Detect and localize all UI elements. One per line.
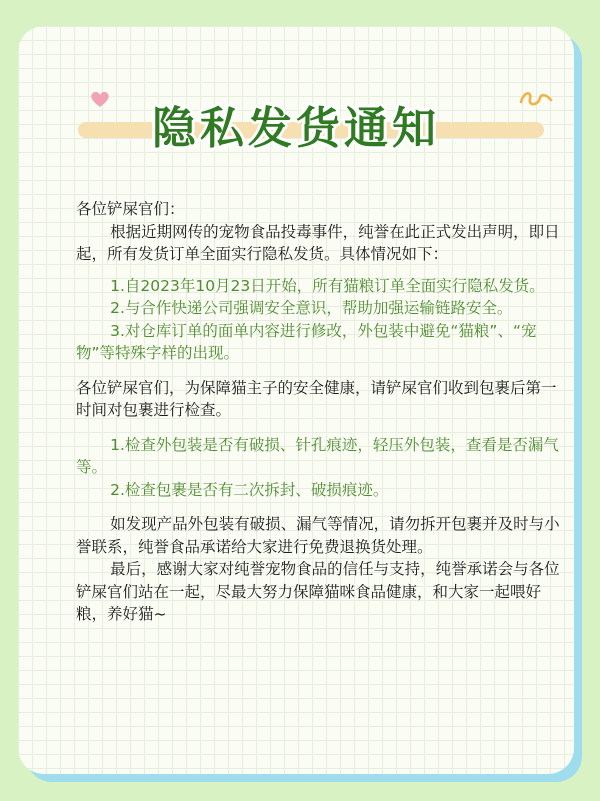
notice-body	[76, 198, 566, 626]
measure-item: 2.与合作快递公司强调安全意识，帮助加强运输链路安全。	[110, 299, 513, 317]
check-item: 2.检查包裹是否有二次拆封、破损痕迹。	[110, 480, 389, 499]
refund-paragraph: 如发现产品外包装有破损、漏气等情况，请勿拆开包裹并及时与小誉联系，纯誉食品承诺给大家进行免费退换货处理。	[76, 515, 560, 556]
check-intro-paragraph: 各位铲屎官们，为保障猫主子的安全健康，请铲屎官们收到包裹后第一时间对包裹进行检查。	[76, 378, 557, 419]
closing-paragraph: 最后，感谢大家对纯誉宠物食品的信任与支持，纯誉承诺会与各位铲屎官们站在一起，尽最大努力保障猫咪食品健康，和大家一起喂好粮，养好猫~	[76, 560, 560, 623]
measure-item: 1.自2023年10月23日开始，所有猫粮订单全面实行隐私发货。	[110, 276, 545, 295]
notice-card	[18, 26, 574, 774]
check-item: 1.检查外包装是否有破损、针孔痕迹，轻压外包装，查看是否漏气等。	[76, 435, 559, 476]
page-title: 隐私发货通知	[152, 103, 440, 154]
measure-item: 3.对仓库订单的面单内容进行修改，外包装中避免“猫粮”、“宠物”等特殊字样的出现。	[76, 321, 537, 362]
greeting: 各位铲屎官们：	[76, 200, 185, 218]
intro-paragraph: 根据近期网传的宠物食品投毒事件，纯誉在此正式发出声明，即日起，所有发货订单全面实行隐私发货。具体情况如下：	[76, 222, 560, 263]
